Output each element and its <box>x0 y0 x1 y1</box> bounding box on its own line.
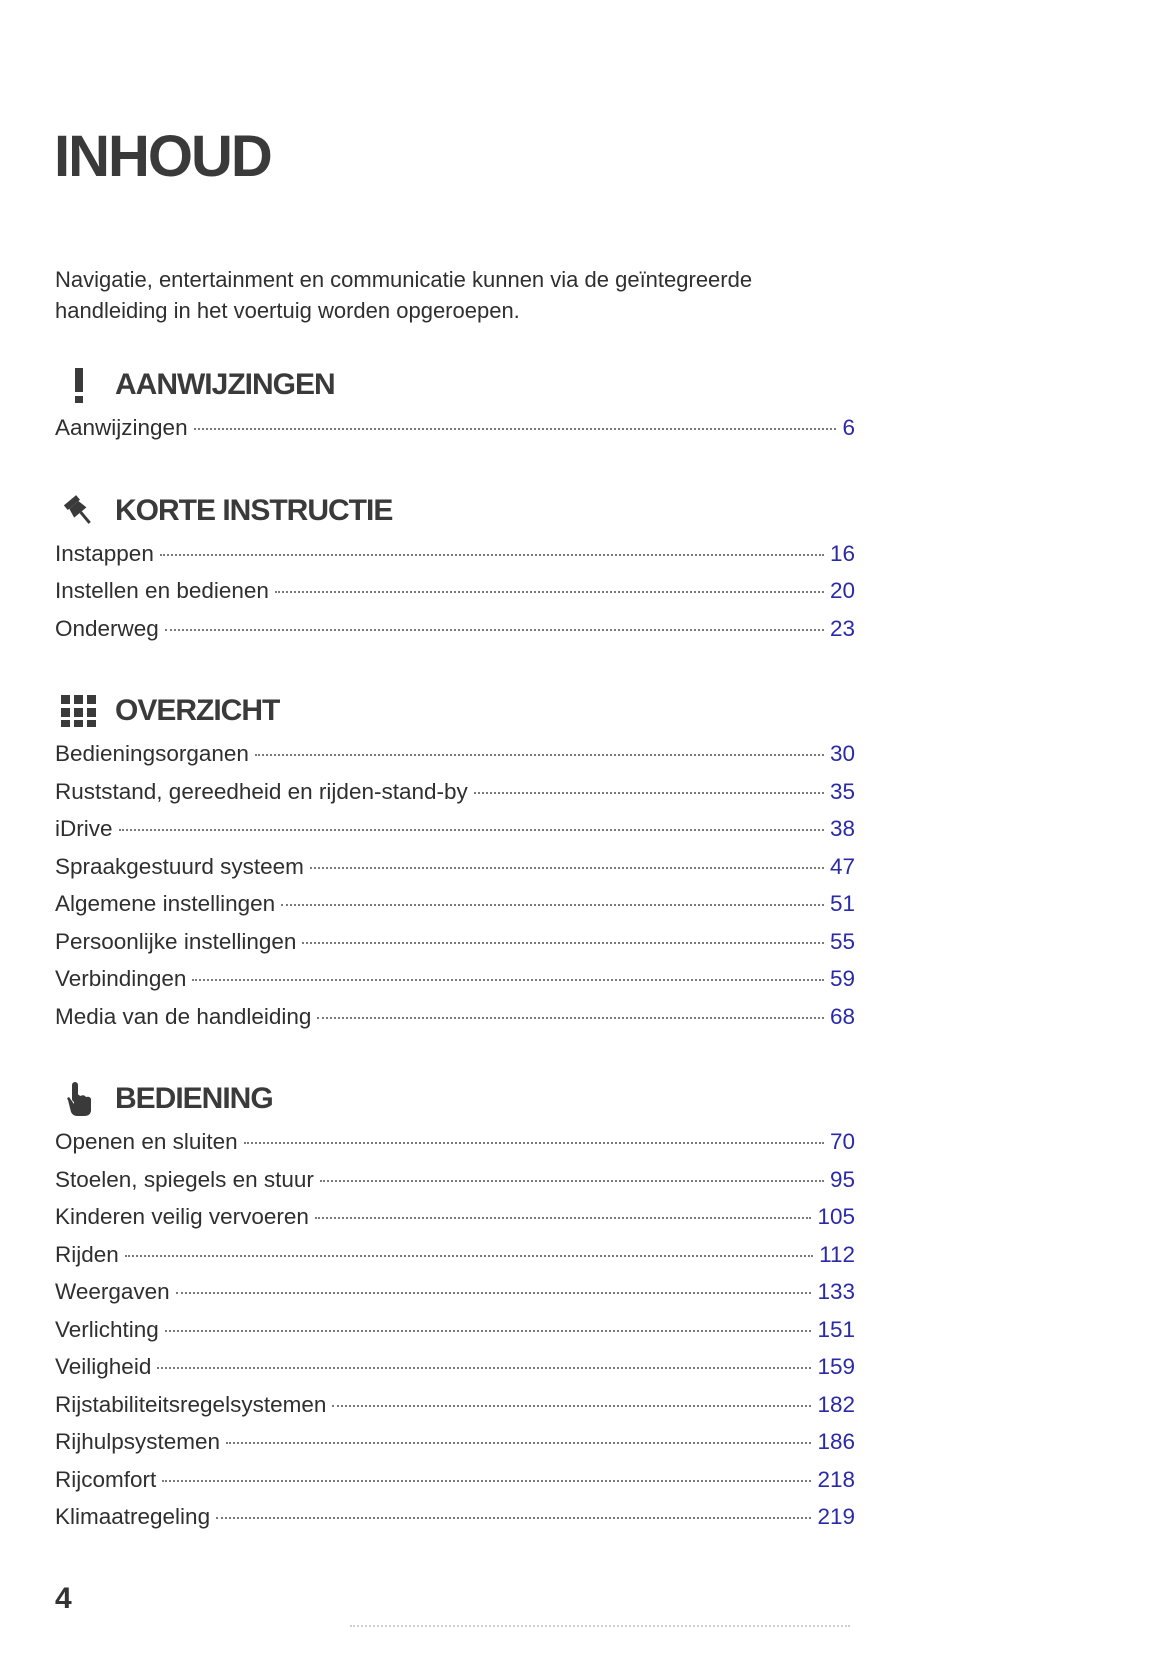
toc-entry[interactable] <box>55 1392 855 1430</box>
toc-page-link[interactable]: 23 <box>829 615 855 641</box>
toc-entry-label: Klimaatregeling <box>55 1504 211 1529</box>
section-heading <box>55 1079 855 1119</box>
dot-leader <box>192 979 824 981</box>
toc-entry-label: Rijden <box>55 1241 119 1267</box>
dot-leader <box>165 629 824 631</box>
dot-leader <box>332 1405 811 1407</box>
dot-leader <box>176 1292 812 1294</box>
toc-entry[interactable] <box>55 1242 855 1280</box>
toc-page-link[interactable]: 218 <box>817 1466 855 1492</box>
section-aanwijzingen <box>55 365 855 453</box>
toc-page-link[interactable]: 112 <box>819 1241 855 1267</box>
dot-leader <box>194 428 837 430</box>
toc-entry[interactable] <box>55 816 855 854</box>
toc-entry[interactable] <box>55 1504 855 1542</box>
toc-entry-label: Verlichting <box>55 1316 159 1342</box>
toc-entry[interactable] <box>55 741 855 779</box>
section-bediening <box>55 1079 855 1542</box>
page-number: 4 <box>55 1582 72 1615</box>
dot-leader <box>162 1480 811 1482</box>
pushpin-icon <box>55 491 103 531</box>
toc-entry-label: Media van de handleiding <box>55 1003 312 1029</box>
toc-entry-label: Spraakgestuurd systeem <box>55 853 304 879</box>
toc-page-link[interactable]: 95 <box>829 1166 855 1192</box>
toc-page-link[interactable]: 133 <box>817 1279 855 1304</box>
page-title: INHOUD <box>54 124 271 189</box>
toc-page-link[interactable]: 6 <box>842 415 855 440</box>
toc-entry[interactable] <box>55 1317 855 1355</box>
toc-entry-label: Aanwijzingen <box>55 415 188 440</box>
exclamation-icon <box>55 365 103 405</box>
toc-entry-label: Stoelen, spiegels en stuur <box>55 1166 314 1192</box>
toc-entry[interactable] <box>55 578 855 616</box>
dot-leader <box>119 829 824 831</box>
toc-page-link[interactable]: 70 <box>829 1129 855 1154</box>
toc-page-link[interactable]: 219 <box>817 1504 855 1529</box>
toc-entry-label: Openen en sluiten <box>55 1129 238 1154</box>
dot-leader <box>474 792 824 794</box>
toc-entry[interactable] <box>55 541 855 579</box>
toc-entry-label: iDrive <box>55 816 113 841</box>
section-title: OVERZICHT <box>115 694 280 727</box>
toc-entry-label: Rijhulpsystemen <box>55 1429 221 1454</box>
toc-entry[interactable] <box>55 854 855 892</box>
toc-entry-label: Verbindingen <box>55 966 187 991</box>
toc-entry[interactable] <box>55 1429 855 1467</box>
toc-page-link[interactable]: 20 <box>829 578 855 603</box>
dot-leader <box>275 591 824 593</box>
dot-leader <box>302 942 824 944</box>
toc-page-link[interactable]: 186 <box>817 1429 855 1454</box>
table-of-contents <box>55 365 855 1580</box>
toc-page-link[interactable]: 51 <box>829 891 855 916</box>
toc-entry[interactable] <box>55 1004 855 1042</box>
toc-entry-label: Bedieningsorganen <box>55 741 249 766</box>
section-heading <box>55 491 855 531</box>
section-title: AANWIJZINGEN <box>115 368 335 401</box>
toc-page-link[interactable]: 55 <box>829 928 855 954</box>
dot-leader <box>320 1180 824 1182</box>
toc-page-link[interactable]: 159 <box>817 1354 855 1379</box>
section-overzicht <box>55 691 855 1041</box>
toc-entry[interactable] <box>55 929 855 967</box>
toc-entry-label: Ruststand, gereedheid en rijden-stand-by <box>55 778 468 804</box>
dot-leader <box>160 554 824 556</box>
dot-leader <box>317 1017 824 1019</box>
section-heading <box>55 691 855 731</box>
toc-entry[interactable] <box>55 891 855 929</box>
toc-entry[interactable] <box>55 779 855 817</box>
dot-leader <box>226 1442 811 1444</box>
dot-leader <box>157 1367 811 1369</box>
dot-leader <box>244 1142 824 1144</box>
section-title: BEDIENING <box>115 1082 273 1115</box>
dot-leader <box>281 904 824 906</box>
toc-entry[interactable] <box>55 1129 855 1167</box>
toc-entry-label: Instellen en bedienen <box>55 578 269 603</box>
toc-page-link[interactable]: 30 <box>829 741 855 766</box>
footer-watermark <box>350 1622 850 1627</box>
toc-entry[interactable] <box>55 1279 855 1317</box>
dot-leader <box>125 1255 813 1257</box>
toc-entry-label: Rijcomfort <box>55 1466 157 1492</box>
toc-entry[interactable] <box>55 1354 855 1392</box>
section-title: KORTE INSTRUCTIE <box>115 493 393 527</box>
toc-page-link[interactable]: 47 <box>829 853 855 879</box>
toc-page-link[interactable]: 59 <box>829 966 855 991</box>
toc-page-link[interactable]: 151 <box>817 1316 855 1342</box>
dot-leader <box>310 867 824 869</box>
toc-entry[interactable] <box>55 1467 855 1505</box>
hand-pointer-icon <box>55 1079 103 1119</box>
grid-icon <box>55 691 103 731</box>
toc-entry-label: Onderweg <box>55 615 159 641</box>
dot-leader <box>315 1217 812 1219</box>
dot-leader <box>165 1330 812 1332</box>
toc-entry-label: Algemene instellingen <box>55 891 276 916</box>
toc-page-link[interactable]: 105 <box>817 1204 855 1229</box>
toc-page-link[interactable]: 16 <box>829 540 855 566</box>
dot-leader <box>255 754 824 756</box>
section-korte-instructie <box>55 491 855 654</box>
toc-entry[interactable] <box>55 1204 855 1242</box>
intro-text: Navigatie, entertainment en communicatie kunnen via de geïntegreerde handleiding in het voertuig worden opgeroepen. <box>55 267 753 323</box>
toc-entry[interactable] <box>55 1167 855 1205</box>
dot-leader <box>216 1517 811 1519</box>
toc-page-link[interactable]: 68 <box>829 1003 855 1029</box>
toc-entry-label: Instappen <box>55 540 154 566</box>
toc-page-link[interactable]: 35 <box>829 778 855 804</box>
toc-page-link[interactable]: 182 <box>817 1391 855 1417</box>
toc-page-link[interactable]: 38 <box>829 816 855 841</box>
toc-entry[interactable] <box>55 616 855 654</box>
toc-entry[interactable] <box>55 415 855 453</box>
toc-entry-label: Veiligheid <box>55 1354 152 1379</box>
section-heading <box>55 365 855 405</box>
toc-entry[interactable] <box>55 966 855 1004</box>
toc-entry-label: Kinderen veilig vervoeren <box>55 1204 309 1229</box>
toc-entry-label: Weergaven <box>55 1279 170 1304</box>
toc-entry-label: Rijstabiliteitsregelsystemen <box>55 1391 327 1417</box>
toc-entry-label: Persoonlijke instellingen <box>55 928 297 954</box>
